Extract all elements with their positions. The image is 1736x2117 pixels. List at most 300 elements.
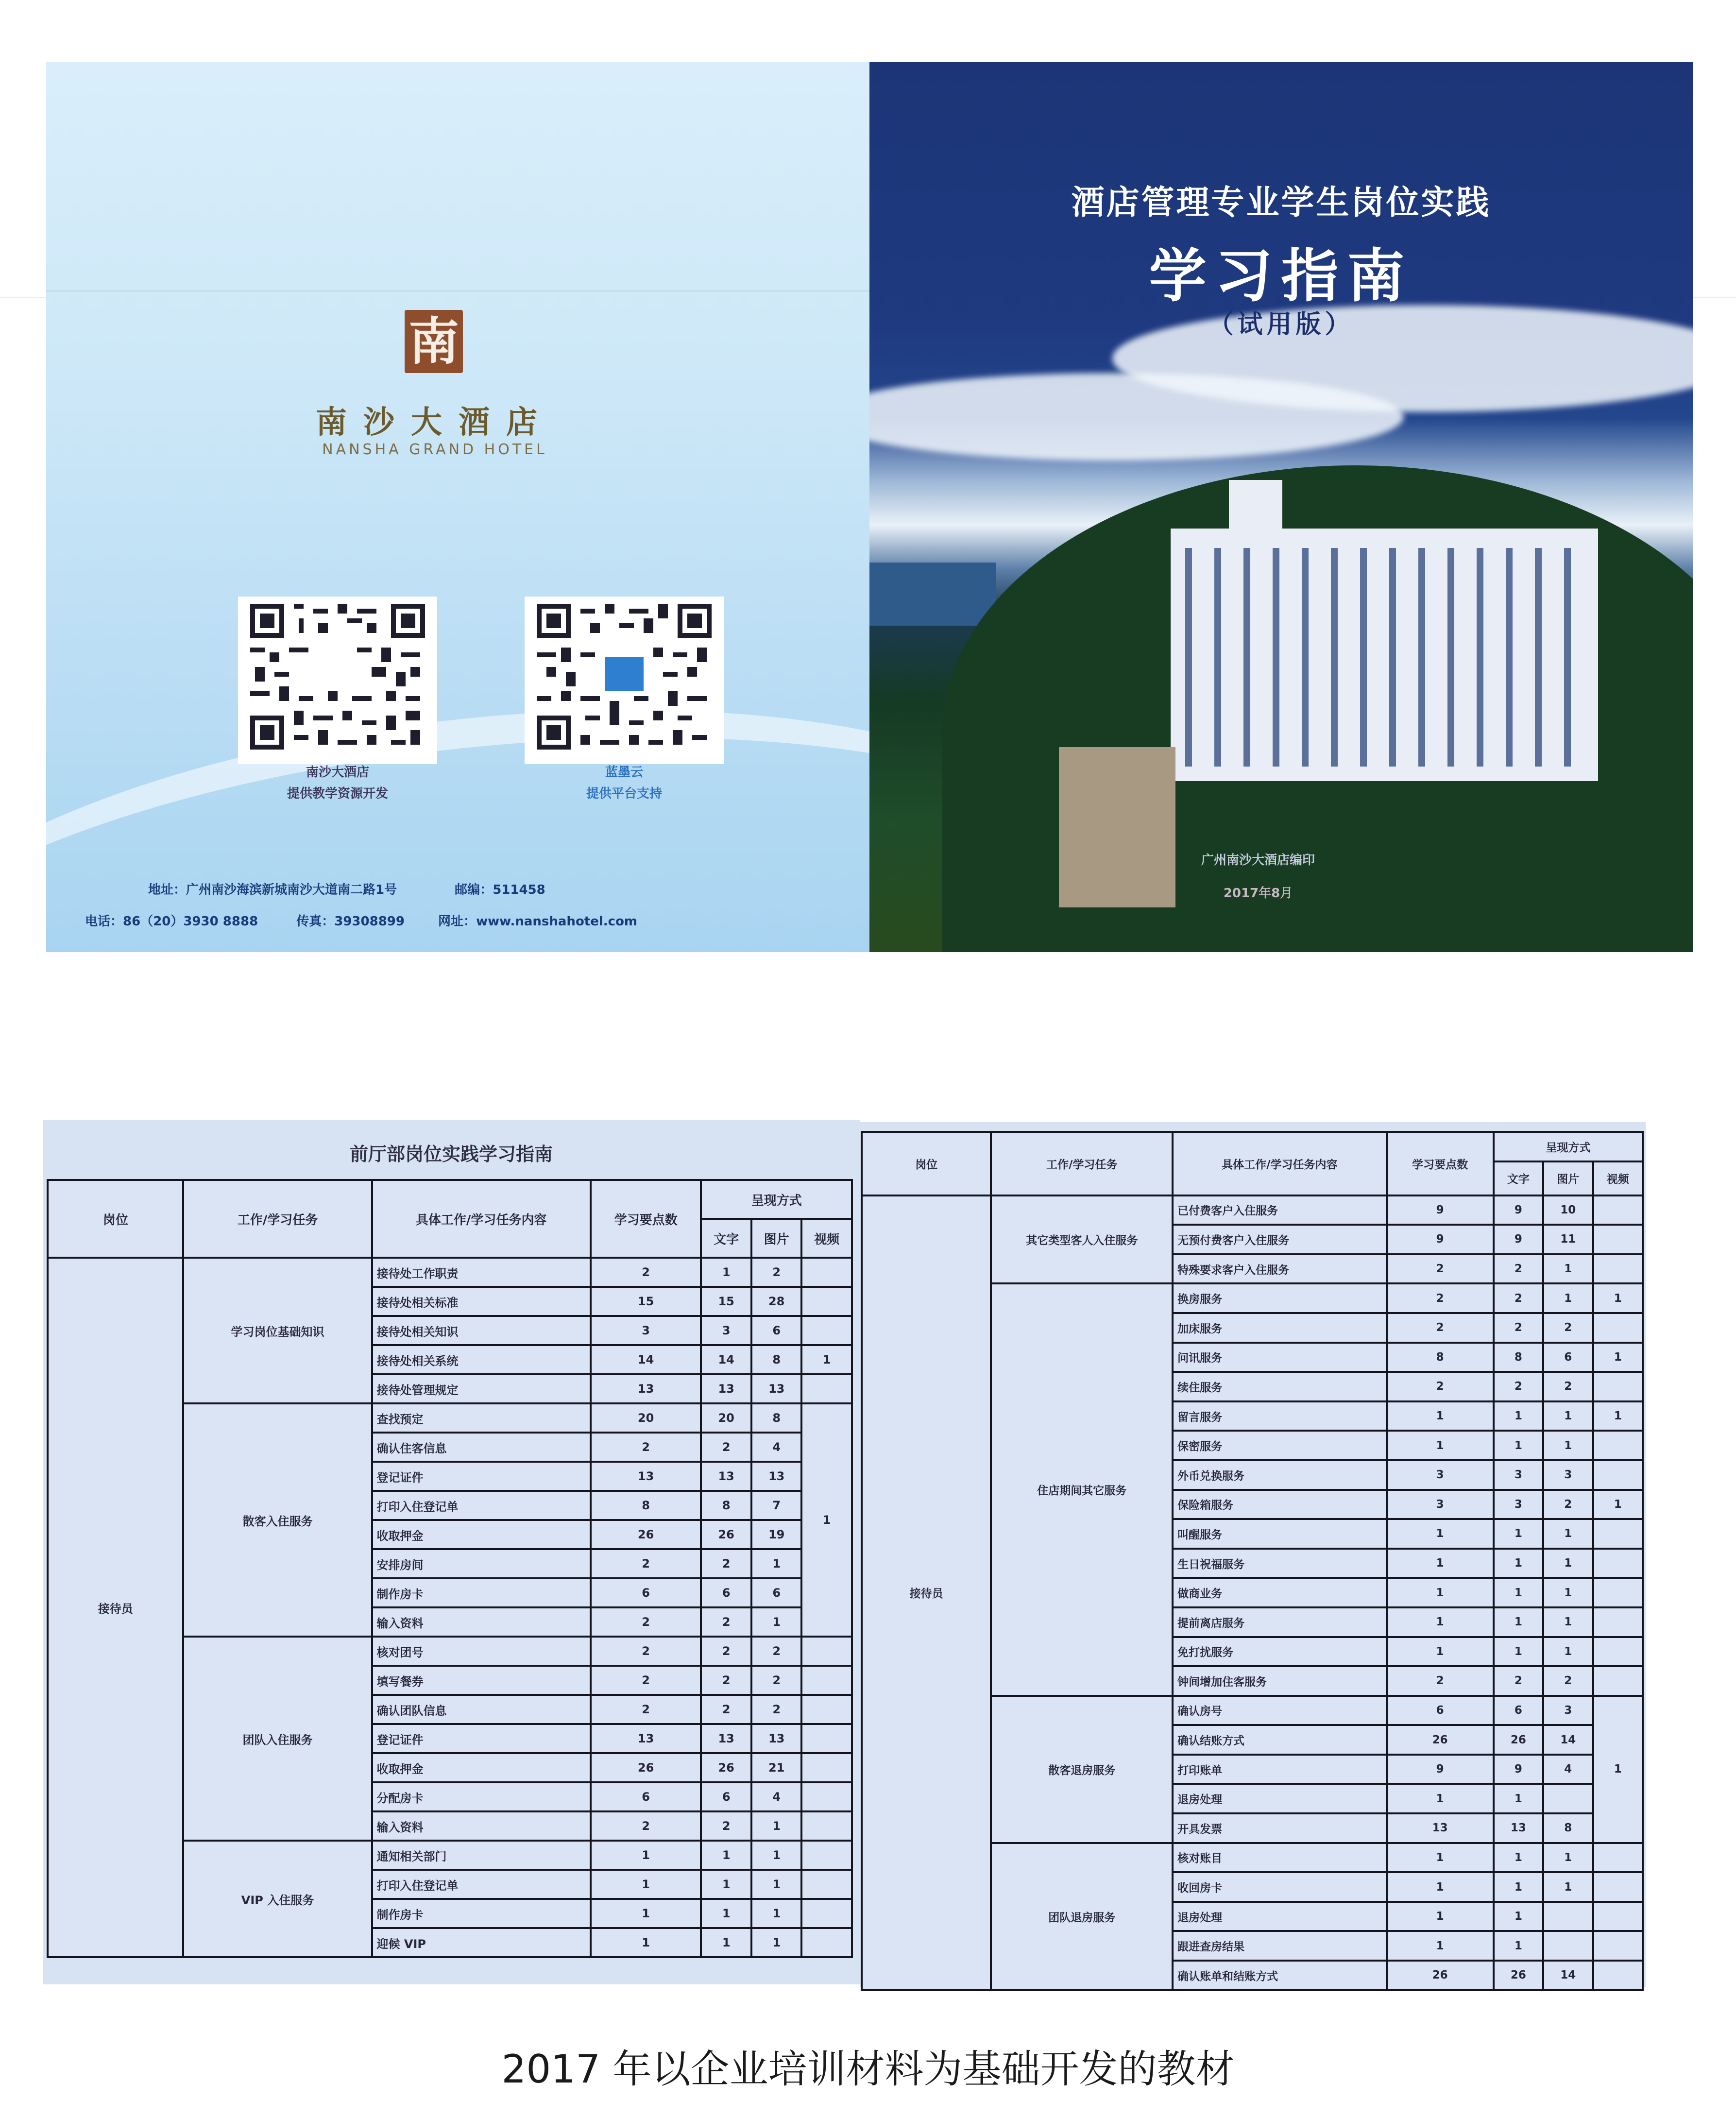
video-count-cell bbox=[801, 1287, 852, 1316]
points-cell: 1 bbox=[591, 1870, 701, 1899]
qr-caption-line: 提供教学资源开发 bbox=[287, 786, 388, 801]
image-count-cell: 1 bbox=[751, 1899, 801, 1928]
video-count-cell: 1 bbox=[1593, 1343, 1643, 1372]
video-count-cell bbox=[801, 1899, 852, 1928]
website-label: 网址： bbox=[438, 914, 477, 929]
image-count-cell: 4 bbox=[1543, 1755, 1593, 1784]
header-position: 岗位 bbox=[862, 1132, 991, 1195]
content-cell: 接待处管理规定 bbox=[372, 1374, 591, 1403]
video-count-cell bbox=[1593, 1961, 1643, 1990]
text-count-cell: 1 bbox=[1494, 1431, 1543, 1460]
content-cell: 打印入住登记单 bbox=[372, 1491, 591, 1520]
text-count-cell: 13 bbox=[701, 1374, 751, 1403]
text-count-cell: 1 bbox=[701, 1258, 751, 1287]
points-cell: 1 bbox=[1387, 1637, 1494, 1667]
image-count-cell: 8 bbox=[1543, 1813, 1593, 1843]
cover-subtitle: 酒店管理专业学生岗位实践 bbox=[1071, 184, 1491, 222]
image-count-cell: 8 bbox=[751, 1345, 801, 1374]
video-count-cell bbox=[1593, 1195, 1643, 1225]
video-count-cell bbox=[1593, 1254, 1643, 1284]
points-cell: 9 bbox=[1387, 1195, 1494, 1225]
text-count-cell: 2 bbox=[701, 1549, 751, 1578]
annex-building-image bbox=[1059, 747, 1175, 907]
text-count-cell: 2 bbox=[701, 1433, 751, 1462]
points-cell: 2 bbox=[591, 1811, 701, 1841]
points-cell: 2 bbox=[591, 1433, 701, 1462]
points-cell: 1 bbox=[1387, 1843, 1494, 1873]
text-count-cell: 9 bbox=[1494, 1225, 1543, 1254]
phone-label: 电话： bbox=[85, 914, 123, 929]
position-cell: 接待员 bbox=[48, 1258, 183, 1957]
video-count-cell bbox=[801, 1637, 852, 1666]
video-count-cell bbox=[1593, 1519, 1643, 1549]
content-cell: 核对团号 bbox=[372, 1637, 591, 1666]
website-link: www.nanshahotel.com bbox=[476, 914, 638, 929]
header-content: 具体工作/学习任务内容 bbox=[1173, 1132, 1386, 1195]
image-count-cell: 21 bbox=[751, 1753, 801, 1782]
points-cell: 1 bbox=[1387, 1519, 1494, 1549]
table-row bbox=[48, 1258, 852, 1287]
image-count-cell: 6 bbox=[1543, 1343, 1593, 1372]
content-cell: 收取押金 bbox=[372, 1753, 591, 1782]
image-count-cell: 1 bbox=[1543, 1578, 1593, 1607]
points-cell: 1 bbox=[1387, 1931, 1494, 1961]
content-cell: 保密服务 bbox=[1173, 1431, 1386, 1460]
content-cell: 加床服务 bbox=[1173, 1313, 1386, 1343]
video-count-cell: 1 bbox=[1593, 1490, 1643, 1519]
text-count-cell: 2 bbox=[1494, 1254, 1543, 1284]
text-count-cell: 2 bbox=[1494, 1666, 1543, 1696]
text-count-cell: 2 bbox=[1494, 1372, 1543, 1401]
text-count-cell: 2 bbox=[701, 1637, 751, 1666]
content-cell: 退房处理 bbox=[1173, 1784, 1386, 1813]
content-cell: 确认住客信息 bbox=[372, 1433, 591, 1462]
text-count-cell: 2 bbox=[1494, 1313, 1543, 1343]
points-cell: 26 bbox=[1387, 1961, 1494, 1990]
image-count-cell: 1 bbox=[751, 1549, 801, 1578]
points-cell: 9 bbox=[1387, 1225, 1494, 1254]
points-cell: 3 bbox=[591, 1316, 701, 1345]
points-cell: 13 bbox=[1387, 1813, 1494, 1843]
content-cell: 登记证件 bbox=[372, 1724, 591, 1753]
task-cell: 学习岗位基础知识 bbox=[183, 1258, 372, 1403]
points-cell: 13 bbox=[591, 1374, 701, 1403]
points-cell: 13 bbox=[591, 1462, 701, 1491]
table-title: 前厅部岗位实践学习指南 bbox=[349, 1144, 553, 1165]
points-cell: 1 bbox=[1387, 1607, 1494, 1637]
qr-caption-line: 蓝墨云 bbox=[605, 765, 643, 780]
video-count-cell bbox=[1593, 1460, 1643, 1490]
content-cell: 接待处相关系统 bbox=[372, 1345, 591, 1374]
text-count-cell: 1 bbox=[701, 1870, 751, 1899]
text-count-cell: 6 bbox=[1494, 1696, 1543, 1725]
figure-caption: 2017 年以企业培训材料为基础开发的教材 bbox=[501, 2047, 1235, 2092]
image-count-cell: 1 bbox=[1543, 1549, 1593, 1578]
video-count-cell: 1 bbox=[1593, 1283, 1643, 1313]
learning-guide-table-left bbox=[47, 1179, 853, 1958]
image-count-cell: 28 bbox=[751, 1287, 801, 1316]
brochure-back-cover bbox=[46, 62, 869, 952]
text-count-cell: 3 bbox=[1494, 1490, 1543, 1519]
image-count-cell: 8 bbox=[751, 1403, 801, 1433]
learning-guide-table-right bbox=[861, 1131, 1644, 1991]
left-table-sheet bbox=[43, 1120, 860, 1984]
video-count-cell bbox=[1593, 1431, 1643, 1460]
content-cell: 输入资料 bbox=[372, 1607, 591, 1637]
content-cell: 外币兑换服务 bbox=[1173, 1460, 1386, 1490]
video-count-cell bbox=[801, 1782, 852, 1811]
image-count-cell: 10 bbox=[1543, 1195, 1593, 1225]
video-count-cell bbox=[801, 1811, 852, 1841]
text-count-cell: 1 bbox=[701, 1928, 751, 1957]
points-cell: 15 bbox=[591, 1287, 701, 1316]
points-cell: 2 bbox=[591, 1637, 701, 1666]
image-count-cell: 1 bbox=[1543, 1843, 1593, 1873]
qr-caption-line: 提供平台支持 bbox=[586, 786, 662, 801]
points-cell: 8 bbox=[1387, 1343, 1494, 1372]
video-count-cell bbox=[801, 1841, 852, 1870]
text-count-cell: 15 bbox=[701, 1287, 751, 1316]
video-count-cell: 1 bbox=[801, 1403, 852, 1637]
image-count-cell bbox=[1543, 1931, 1593, 1961]
cover-edition: （试用版） bbox=[1208, 310, 1354, 339]
text-count-cell: 26 bbox=[1494, 1725, 1543, 1755]
video-count-cell bbox=[1593, 1843, 1643, 1873]
text-count-cell: 2 bbox=[701, 1666, 751, 1695]
text-count-cell: 1 bbox=[1494, 1549, 1543, 1578]
points-cell: 2 bbox=[1387, 1372, 1494, 1401]
content-cell: 接待处工作职责 bbox=[372, 1258, 591, 1287]
text-count-cell: 8 bbox=[701, 1491, 751, 1520]
content-cell: 生日祝福服务 bbox=[1173, 1549, 1386, 1578]
text-count-cell: 6 bbox=[701, 1578, 751, 1607]
video-count-cell bbox=[1593, 1931, 1643, 1961]
header-image: 图片 bbox=[751, 1219, 801, 1258]
image-count-cell: 1 bbox=[1543, 1607, 1593, 1637]
text-count-cell: 1 bbox=[1494, 1637, 1543, 1667]
video-count-cell bbox=[1593, 1313, 1643, 1343]
image-count-cell: 1 bbox=[1543, 1254, 1593, 1284]
content-cell: 问讯服务 bbox=[1173, 1343, 1386, 1372]
image-count-cell: 1 bbox=[1543, 1519, 1593, 1549]
points-cell: 2 bbox=[1387, 1254, 1494, 1284]
image-count-cell: 2 bbox=[751, 1695, 801, 1724]
points-cell: 3 bbox=[1387, 1460, 1494, 1490]
image-count-cell: 1 bbox=[751, 1841, 801, 1870]
header-task: 工作/学习任务 bbox=[183, 1180, 372, 1258]
points-cell: 1 bbox=[1387, 1431, 1494, 1460]
image-count-cell: 2 bbox=[1543, 1313, 1593, 1343]
task-cell: 散客入住服务 bbox=[183, 1403, 372, 1637]
text-count-cell: 1 bbox=[1494, 1872, 1543, 1902]
content-cell: 无预付费客户入住服务 bbox=[1173, 1225, 1386, 1254]
image-count-cell: 4 bbox=[751, 1782, 801, 1811]
text-count-cell: 1 bbox=[701, 1899, 751, 1928]
phone-value: 86（20）3930 8888 bbox=[123, 914, 258, 929]
content-cell: 分配房卡 bbox=[372, 1782, 591, 1811]
cover-imprint: 广州南沙大酒店编印 bbox=[1201, 853, 1315, 868]
text-count-cell: 1 bbox=[1494, 1401, 1543, 1431]
image-count-cell: 1 bbox=[751, 1811, 801, 1841]
points-cell: 2 bbox=[1387, 1313, 1494, 1343]
left-table-body bbox=[48, 1258, 852, 1957]
header-text: 文字 bbox=[701, 1219, 751, 1258]
image-count-cell: 3 bbox=[1543, 1696, 1593, 1725]
content-cell: 打印入住登记单 bbox=[372, 1870, 591, 1899]
content-cell: 退房处理 bbox=[1173, 1902, 1386, 1931]
image-count-cell: 2 bbox=[1543, 1372, 1593, 1401]
image-count-cell: 19 bbox=[751, 1520, 801, 1549]
image-count-cell: 2 bbox=[1543, 1490, 1593, 1519]
hotel-logo-icon: 南 bbox=[405, 310, 463, 373]
video-count-cell bbox=[1593, 1637, 1643, 1667]
header-presentation: 呈现方式 bbox=[1494, 1132, 1643, 1161]
hotel-tower-image bbox=[1171, 529, 1598, 781]
content-cell: 提前离店服务 bbox=[1173, 1607, 1386, 1637]
video-count-cell bbox=[1593, 1372, 1643, 1401]
points-cell: 1 bbox=[1387, 1578, 1494, 1607]
content-cell: 填写餐券 bbox=[372, 1666, 591, 1695]
text-count-cell: 14 bbox=[701, 1345, 751, 1374]
text-count-cell: 26 bbox=[1494, 1961, 1543, 1990]
content-cell: 做商业务 bbox=[1173, 1578, 1386, 1607]
points-cell: 2 bbox=[591, 1607, 701, 1637]
points-cell: 1 bbox=[1387, 1401, 1494, 1431]
text-count-cell: 1 bbox=[1494, 1784, 1543, 1813]
image-count-cell: 11 bbox=[1543, 1225, 1593, 1254]
points-cell: 13 bbox=[591, 1724, 701, 1753]
text-count-cell: 1 bbox=[701, 1841, 751, 1870]
text-count-cell: 1 bbox=[1494, 1607, 1543, 1637]
video-count-cell bbox=[801, 1258, 852, 1287]
video-count-cell bbox=[1593, 1225, 1643, 1254]
text-count-cell: 1 bbox=[1494, 1931, 1543, 1961]
image-count-cell: 1 bbox=[751, 1607, 801, 1637]
contact-address-row bbox=[148, 880, 869, 898]
video-count-cell: 1 bbox=[801, 1345, 852, 1374]
qr-code-hotel bbox=[238, 597, 437, 764]
content-cell: 制作房卡 bbox=[372, 1899, 591, 1928]
task-cell: VIP 入住服务 bbox=[183, 1841, 372, 1957]
task-cell: 散客退房服务 bbox=[991, 1696, 1173, 1843]
image-count-cell: 13 bbox=[751, 1724, 801, 1753]
points-cell: 6 bbox=[1387, 1696, 1494, 1725]
qr-caption-hotel bbox=[236, 762, 440, 804]
image-count-cell bbox=[1543, 1902, 1593, 1931]
text-count-cell: 9 bbox=[1494, 1755, 1543, 1784]
brochure-spread bbox=[46, 62, 1693, 952]
points-cell: 2 bbox=[591, 1549, 701, 1578]
points-cell: 6 bbox=[591, 1782, 701, 1811]
header-points: 学习要点数 bbox=[591, 1180, 701, 1258]
text-count-cell: 13 bbox=[701, 1462, 751, 1491]
image-count-cell: 13 bbox=[751, 1374, 801, 1403]
position-cell: 接待员 bbox=[862, 1195, 991, 1990]
video-count-cell: 1 bbox=[1593, 1696, 1643, 1843]
header-content: 具体工作/学习任务内容 bbox=[372, 1180, 591, 1258]
points-cell: 1 bbox=[591, 1841, 701, 1870]
task-cell: 住店期间其它服务 bbox=[991, 1283, 1173, 1695]
image-count-cell: 7 bbox=[751, 1491, 801, 1520]
content-cell: 开具发票 bbox=[1173, 1813, 1386, 1843]
video-count-cell bbox=[801, 1316, 852, 1345]
content-cell: 核对账目 bbox=[1173, 1843, 1386, 1873]
points-cell: 1 bbox=[1387, 1872, 1494, 1902]
points-cell: 1 bbox=[591, 1928, 701, 1957]
content-cell: 保险箱服务 bbox=[1173, 1490, 1386, 1519]
fax-value: 39308899 bbox=[334, 914, 405, 929]
image-count-cell: 14 bbox=[1543, 1725, 1593, 1755]
right-table-sheet bbox=[860, 1122, 1646, 1987]
text-count-cell: 2 bbox=[1494, 1283, 1543, 1313]
content-cell: 已付费客户入住服务 bbox=[1173, 1195, 1386, 1225]
right-table-body bbox=[862, 1195, 1643, 1990]
points-cell: 6 bbox=[591, 1578, 701, 1607]
points-cell: 3 bbox=[1387, 1490, 1494, 1519]
video-count-cell bbox=[801, 1870, 852, 1899]
text-count-cell: 13 bbox=[701, 1724, 751, 1753]
content-cell: 确认房号 bbox=[1173, 1696, 1386, 1725]
text-count-cell: 20 bbox=[701, 1403, 751, 1433]
video-count-cell bbox=[1593, 1902, 1643, 1931]
text-count-cell: 1 bbox=[1494, 1519, 1543, 1549]
postcode-value: 511458 bbox=[493, 883, 545, 897]
hotel-name-en: NANSHA GRAND HOTEL bbox=[322, 441, 547, 458]
address-value: 广州南沙海滨新城南沙大道南二路1号 bbox=[186, 883, 397, 897]
image-count-cell: 2 bbox=[751, 1258, 801, 1287]
content-cell: 打印账单 bbox=[1173, 1755, 1386, 1784]
video-count-cell: 1 bbox=[1593, 1401, 1643, 1431]
task-cell: 团队入住服务 bbox=[183, 1637, 372, 1841]
hotel-name-cn: 南沙大酒店 bbox=[316, 405, 554, 441]
contact-phone-row bbox=[85, 911, 869, 929]
points-cell: 2 bbox=[1387, 1666, 1494, 1696]
content-cell: 叫醒服务 bbox=[1173, 1519, 1386, 1549]
points-cell: 1 bbox=[1387, 1549, 1494, 1578]
points-cell: 1 bbox=[591, 1899, 701, 1928]
header-points: 学习要点数 bbox=[1387, 1132, 1494, 1195]
content-cell: 输入资料 bbox=[372, 1811, 591, 1841]
points-cell: 2 bbox=[1387, 1283, 1494, 1313]
content-cell: 钟间增加住客服务 bbox=[1173, 1666, 1386, 1696]
content-cell: 续住服务 bbox=[1173, 1372, 1386, 1401]
points-cell: 1 bbox=[1387, 1902, 1494, 1931]
content-cell: 确认账单和结账方式 bbox=[1173, 1961, 1386, 1990]
image-count-cell: 1 bbox=[751, 1870, 801, 1899]
cover-date: 2017年8月 bbox=[1223, 886, 1293, 901]
table-row bbox=[862, 1195, 1643, 1225]
content-cell: 迎候 VIP bbox=[372, 1928, 591, 1957]
text-count-cell: 3 bbox=[1494, 1460, 1543, 1490]
task-cell: 团队退房服务 bbox=[991, 1843, 1173, 1990]
text-count-cell: 26 bbox=[701, 1753, 751, 1782]
points-cell: 26 bbox=[591, 1753, 701, 1782]
text-count-cell: 2 bbox=[701, 1811, 751, 1841]
image-count-cell: 13 bbox=[751, 1462, 801, 1491]
image-count-cell: 1 bbox=[1543, 1431, 1593, 1460]
image-count-cell: 14 bbox=[1543, 1961, 1593, 1990]
text-count-cell: 9 bbox=[1494, 1195, 1543, 1225]
video-count-cell bbox=[1593, 1666, 1643, 1696]
content-cell: 收回房卡 bbox=[1173, 1872, 1386, 1902]
qr-code-icon bbox=[537, 604, 712, 750]
content-cell: 收取押金 bbox=[372, 1520, 591, 1549]
hotel-rooftop-image bbox=[1229, 480, 1282, 533]
video-count-cell bbox=[801, 1666, 852, 1695]
header-presentation: 呈现方式 bbox=[701, 1180, 852, 1219]
address-label: 地址： bbox=[148, 883, 187, 897]
image-count-cell: 1 bbox=[1543, 1637, 1593, 1667]
content-cell: 确认结账方式 bbox=[1173, 1725, 1386, 1755]
video-count-cell bbox=[1593, 1607, 1643, 1637]
image-count-cell bbox=[1543, 1784, 1593, 1813]
text-count-cell: 3 bbox=[701, 1316, 751, 1345]
video-count-cell bbox=[801, 1695, 852, 1724]
task-cell: 其它类型客人入住服务 bbox=[991, 1195, 1173, 1284]
header-task: 工作/学习任务 bbox=[991, 1132, 1173, 1195]
video-count-cell bbox=[801, 1724, 852, 1753]
image-count-cell: 1 bbox=[1543, 1872, 1593, 1902]
sea-shape bbox=[869, 563, 996, 626]
video-count-cell bbox=[1593, 1549, 1643, 1578]
content-cell: 换房服务 bbox=[1173, 1283, 1386, 1313]
text-count-cell: 2 bbox=[701, 1695, 751, 1724]
points-cell: 1 bbox=[1387, 1784, 1494, 1813]
content-cell: 确认团队信息 bbox=[372, 1695, 591, 1724]
qr-caption-line: 南沙大酒店 bbox=[306, 765, 369, 780]
text-count-cell: 2 bbox=[701, 1607, 751, 1637]
points-cell: 20 bbox=[591, 1403, 701, 1433]
points-cell: 26 bbox=[1387, 1725, 1494, 1755]
content-cell: 留言服务 bbox=[1173, 1401, 1386, 1431]
image-count-cell: 6 bbox=[751, 1316, 801, 1345]
image-count-cell: 1 bbox=[1543, 1401, 1593, 1431]
image-count-cell: 3 bbox=[1543, 1460, 1593, 1490]
image-count-cell: 2 bbox=[751, 1637, 801, 1666]
points-cell: 9 bbox=[1387, 1755, 1494, 1784]
qr-caption-platform bbox=[522, 762, 726, 804]
image-count-cell: 1 bbox=[1543, 1283, 1593, 1313]
content-cell: 登记证件 bbox=[372, 1462, 591, 1491]
qr-code-platform bbox=[525, 597, 724, 764]
content-cell: 安排房间 bbox=[372, 1549, 591, 1578]
text-count-cell: 8 bbox=[1494, 1343, 1543, 1372]
header-image: 图片 bbox=[1543, 1161, 1593, 1195]
points-cell: 2 bbox=[591, 1258, 701, 1287]
brochure-front-cover bbox=[869, 62, 1693, 952]
video-count-cell bbox=[1593, 1578, 1643, 1607]
video-count-cell bbox=[801, 1928, 852, 1957]
text-count-cell: 6 bbox=[701, 1782, 751, 1811]
video-count-cell bbox=[1593, 1872, 1643, 1902]
postcode-label: 邮编： bbox=[455, 883, 493, 897]
image-count-cell: 2 bbox=[751, 1666, 801, 1695]
video-count-cell bbox=[801, 1374, 852, 1403]
header-video: 视频 bbox=[801, 1219, 852, 1258]
content-cell: 接待处相关标准 bbox=[372, 1287, 591, 1316]
image-count-cell: 2 bbox=[1543, 1666, 1593, 1696]
qr-code-icon bbox=[250, 604, 425, 750]
fax-label: 传真： bbox=[296, 914, 335, 929]
header-text: 文字 bbox=[1494, 1161, 1543, 1195]
points-cell: 14 bbox=[591, 1345, 701, 1374]
image-count-cell: 6 bbox=[751, 1578, 801, 1607]
text-count-cell: 1 bbox=[1494, 1902, 1543, 1931]
content-cell: 查找预定 bbox=[372, 1403, 591, 1433]
points-cell: 2 bbox=[591, 1666, 701, 1695]
points-cell: 8 bbox=[591, 1491, 701, 1520]
content-cell: 接待处相关知识 bbox=[372, 1316, 591, 1345]
